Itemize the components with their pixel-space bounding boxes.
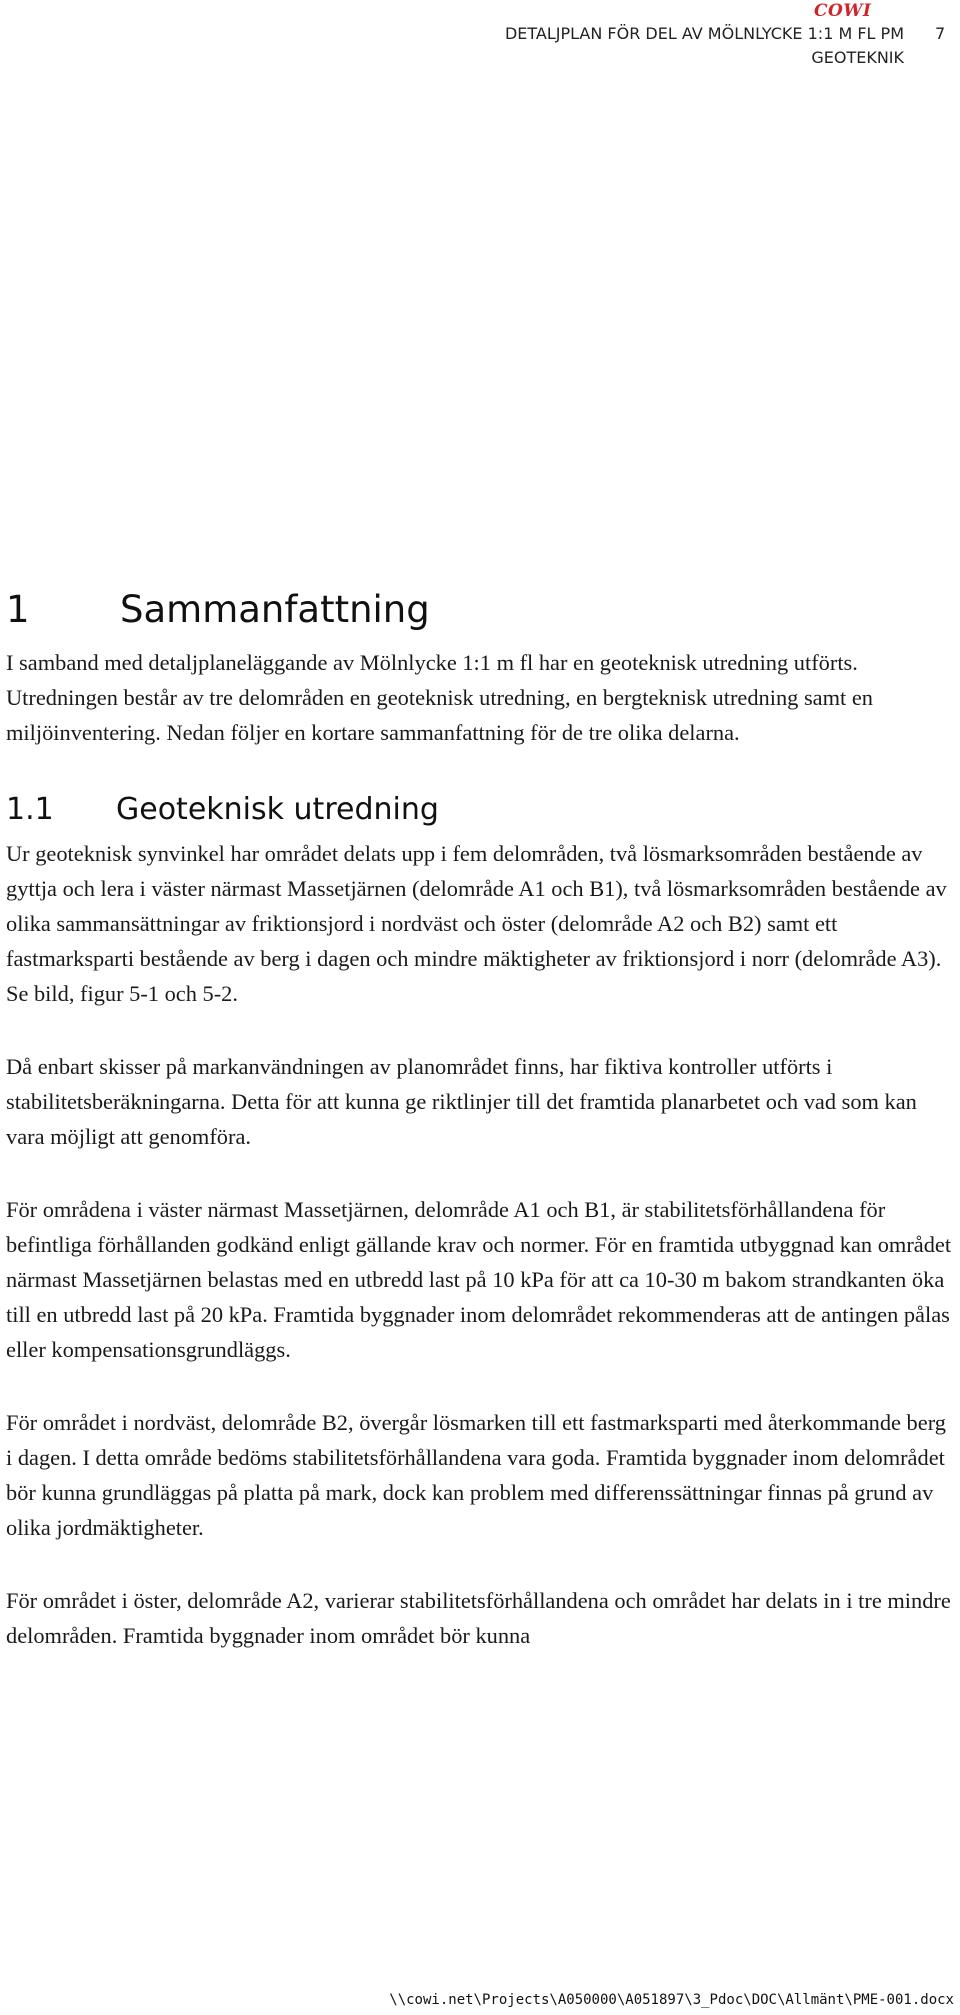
summary-paragraph: I samband med detaljplaneläggande av Mölnlycke 1:1 m fl har en geoteknisk utredning utförts. Utredningen består av tre delområden en geoteknisk utredning, en bergteknisk utredning samt en miljöinventering. Nedan följer en kortare sammanfattning för de tre olika delarna.	[6, 650, 873, 745]
body-paragraph: För området i öster, delområde A2, varierar stabilitetsförhållandena och området har delats in i tre mindre delområden. Framtida byggnader inom området bör kunna	[6, 1588, 951, 1648]
document-title: DETALJPLAN FÖR DEL AV MÖLNLYCKE 1:1 M FL PM GEOTEKNIK	[504, 24, 904, 67]
body-paragraph: Då enbart skisser på markanvändningen av planområdet finns, har fiktiva kontroller utförts i stabilitetsberäkningarna. Detta för att kunna ge riktlinjer till det framtida planarbetet och vad som kan vara möjligt att genomföra.	[6, 1054, 917, 1149]
footer-file-path: \\cowi.net\Projects\A050000\A051897\3_Pdoc\DOC\Allmänt\PME-001.docx	[389, 1992, 954, 2008]
document-body	[6, 585, 954, 1653]
page-number: 7	[935, 24, 946, 43]
section-title: Sammanfattning	[120, 588, 430, 631]
body-paragraph: För området i nordväst, delområde B2, övergår lösmarken till ett fastmarksparti med återkommande berg i dagen. I detta område bedöms stabilitetsförhållandena vara goda. Framtida byggnader inom delområdet bör kunna grundläggas på platta på mark, dock kan problem med differenssättningar finnas på grund av olika jordmäktigheter.	[6, 1410, 946, 1540]
subsection-title: Geoteknisk utredning	[116, 792, 439, 827]
body-paragraph: För områdena i väster närmast Massetjärnen, delområde A1 och B1, är stabilitetsförhållandena för befintliga förhållanden godkänd enligt gällande krav och normer. För en framtida utbyggnad kan området närmast Massetjärnen belastas med en utbredd last på 10 kPa för att ca 10-30 m bakom strandkanten öka till en utbredd last på 20 kPa. Framtida byggnader inom delområdet rekommenderas att de antingen pålas eller kompensationsgrundläggs.	[6, 1197, 952, 1362]
subsection-number: 1.1	[6, 792, 54, 827]
subsection-heading-geotechnical	[6, 790, 954, 830]
section-number: 1	[6, 588, 30, 631]
section-heading-summary	[6, 585, 954, 635]
page-header	[0, 0, 960, 80]
cowi-logo: COWI	[814, 1, 872, 21]
body-paragraph: Ur geoteknisk synvinkel har området delats upp i fem delområden, två lösmarksområden bestående av gyttja och lera i väster närmast Massetjärnen (delområde A1 och B1), två lösmarksområden bestående av olika sammansättningar av friktionsjord i nordväst och öster (delområde A2 och B2) samt ett fastmarksparti bestående av berg i dagen och mindre mäktigheter av friktionsjord i norr (delområde A3). Se bild, figur 5-1 och 5-2.	[6, 841, 947, 1006]
